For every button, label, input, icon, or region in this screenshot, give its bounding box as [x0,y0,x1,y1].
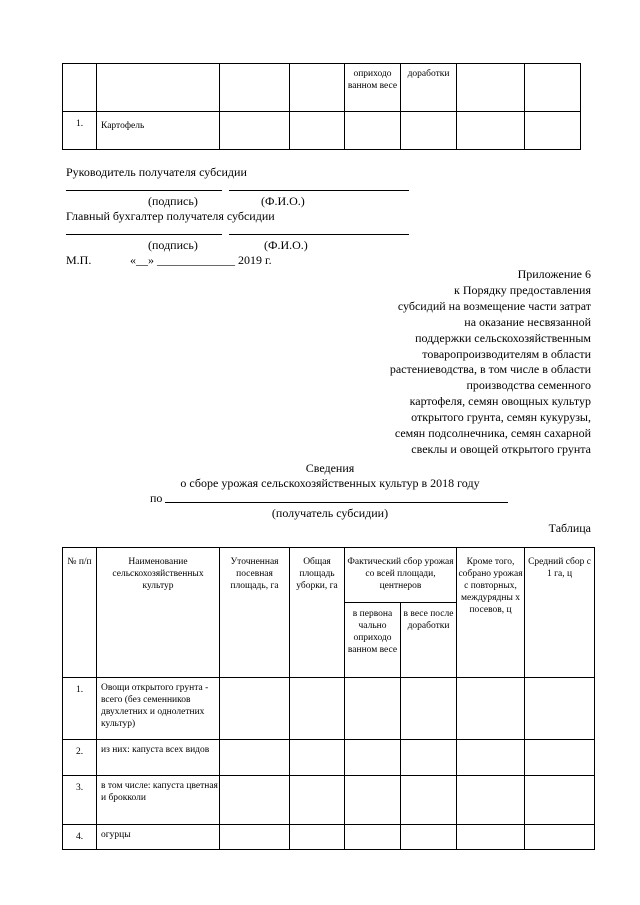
row-cell [401,740,457,776]
row-cell [525,740,595,776]
head-fio-label: (Ф.И.О.) [261,194,305,208]
header-repeat-sowing: Кроме того, собрано урожая с повторных, междурядны х посевов, ц [457,548,525,678]
header-actual-harvest: Фактический сбор урожая со всей площади, центнеров [345,548,457,603]
row-cell [457,740,525,776]
row-number: 4. [63,825,97,850]
top-header-empty [457,64,525,112]
header-harvest-area: Общая площадь уборки, га [290,548,345,678]
row-crop-name: из них: капуста всех видов [97,740,220,776]
appendix-line: картофеля, семян овощных культур [409,394,591,409]
stamp-label: М.П. [66,253,92,267]
top-header-empty [290,64,345,112]
appendix-line: семян подсолнечника, семян сахарной [394,426,591,441]
row-crop-name: Овощи открытого грунта - всего (без семенников двухлетних и однолетних культур) [97,678,220,740]
accountant-signature-line [66,234,222,235]
row-cell [220,678,290,740]
appendix-heading [390,267,591,458]
appendix-line: Приложение 6 [517,267,591,281]
appendix-line: субсидий на возмещение части затрат [397,298,591,313]
header-actual-initial-weight: в первона чально оприходо ванном весе [345,603,401,678]
row-cell [220,740,290,776]
top-row-number: 1. [63,112,97,150]
top-row-cell [220,112,290,150]
row-crop-name: в том числе: капуста цветная и брокколи [97,776,220,825]
row-cell [525,776,595,825]
row-cell [401,678,457,740]
head-sign-label: (подпись) [148,194,198,208]
report-title: Сведения [305,461,355,475]
row-cell [345,678,401,740]
header-number: № п/п [63,548,97,678]
appendix-line: открытого грунта, семян кукурузы, [411,410,591,425]
row-cell [457,678,525,740]
appendix-line: свеклы и овощей открытого грунта [411,441,591,456]
accountant-sign-label: (подпись) [148,238,198,252]
row-cell [345,740,401,776]
row-cell [525,678,595,740]
row-cell [290,825,345,850]
row-cell [290,740,345,776]
header-average-yield: Средний сбор с 1 га, ц [525,548,595,678]
harvest-table [62,547,595,850]
recipient-line [165,502,508,503]
table-label: Таблица [548,521,591,535]
top-row-cell [457,112,525,150]
appendix-line: к Порядку предоставления [453,282,591,297]
accountant-fio-line [229,234,409,235]
top-header-empty [97,64,220,112]
accountant-fio-label: (Ф.И.О.) [264,238,308,252]
top-row-crop-name: Картофель [97,112,220,150]
head-title: Руководитель получателя субсидии [66,165,247,179]
appendix-line: поддержки сельскохозяйственным [415,330,591,345]
top-header-initial-weight: оприходо ванном весе [345,64,401,112]
top-header-empty [63,64,97,112]
appendix-line: товаропроизводителям в области [422,346,591,361]
recipient-label: (получатель субсидии) [271,506,389,520]
top-row-cell [290,112,345,150]
accountant-title: Главный бухгалтер получателя субсидии [66,209,275,223]
top-header-empty [220,64,290,112]
appendix-line: на оказание несвязанной [464,314,591,329]
by-label: по [150,491,163,505]
row-cell [525,825,595,850]
row-cell [401,776,457,825]
row-number: 2. [63,740,97,776]
head-signature-line [66,190,222,191]
appendix-line: растениеводства, в том числе в области [389,362,591,377]
row-cell [457,825,525,850]
row-cell [457,776,525,825]
row-cell [401,825,457,850]
header-actual-after-processing: в весе после доработки [401,603,457,678]
report-subtitle: о сборе урожая сельскохозяйственных культур в 2018 году [180,476,480,490]
head-fio-line [229,190,409,191]
appendix-line: производства семенного [466,378,591,393]
top-row-cell [345,112,401,150]
row-number: 1. [63,678,97,740]
row-cell [220,776,290,825]
row-crop-name: огурцы [97,825,220,850]
row-number: 3. [63,776,97,825]
header-sown-area: Уточненная посевная площадь, га [220,548,290,678]
row-cell [290,776,345,825]
date-text: «__» _____________ 2019 г. [130,253,272,267]
row-cell [345,776,401,825]
top-header-empty [525,64,581,112]
top-row-cell [525,112,581,150]
row-cell [345,825,401,850]
row-cell [220,825,290,850]
top-row-cell [401,112,457,150]
top-header-after-processing: доработки [401,64,457,112]
header-crop-name: Наименование сельскохозяйственных культур [97,548,220,678]
top-table [62,63,581,150]
row-cell [290,678,345,740]
